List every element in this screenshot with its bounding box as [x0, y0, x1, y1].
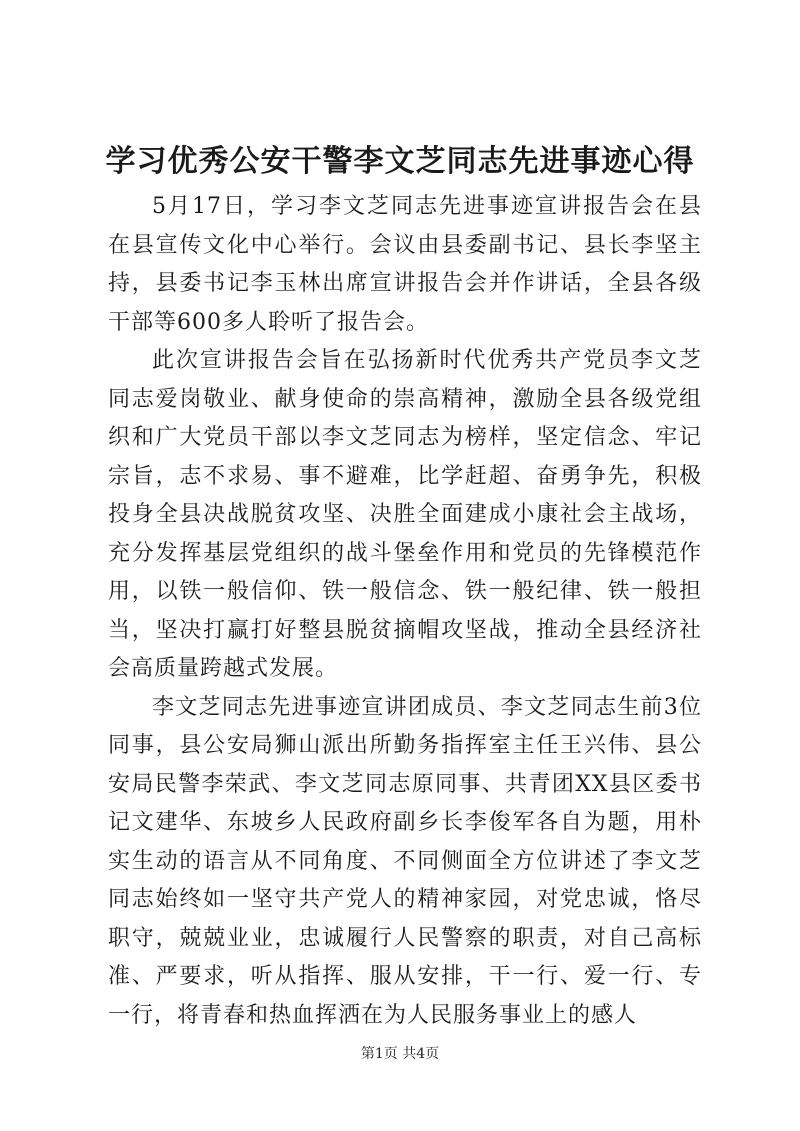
document-body [108, 188, 702, 1035]
page-footer: 第1页 共4页 [360, 1046, 440, 1062]
document-title: 学习优秀公安干警李文芝同志先进事迹心得 [105, 144, 695, 179]
paragraph-2: 此次宣讲报告会旨在弘扬新时代优秀共产党员李文芝同志爱岗敬业、献身使命的崇高精神，激励全县各级党组织和广大党员干部以李文芝同志为榜样，坚定信念、牢记宗旨，志不求易、事不避难，比学赶超、奋勇争先，积极投身全县决战脱贫攻坚、决胜全面建成小康社会主战场，充分发挥基层党组织的战斗堡垒作用和党员的先锋模范作用，以铁一般信仰、铁一般信念、铁一般纪律、铁一般担当，坚决打赢打好整县脱贫摘帽攻坚战，推动全县经济社会高质量跨越式发展。 [108, 348, 702, 681]
paragraph-3: 李文芝同志先进事迹宣讲团成员、李文芝同志生前3位同事，县公安局狮山派出所勤务指挥室主任王兴伟、县公安局民警李荣武、李文芝同志原同事、共青团XX县区委书记文建华、东坡乡人民政府副乡长李俊军各自为题，用朴实生动的语言从不同角度、不同侧面全方位讲述了李文芝同志始终如一坚守共产党人的精神家园，对党忠诚，恪尽职守，兢兢业业，忠诚履行人民警察的职责，对自己高标准、严要求，听从指挥、服从安排，干一行、爱一行、专一行，将青春和热血挥洒在为人民服务事业上的感人 [108, 694, 702, 1028]
paragraph-1: 5月17日，学习李文芝同志先进事迹宣讲报告会在县在县宣传文化中心举行。会议由县委副书记、县长李坚主持，县委书记李玉林出席宣讲报告会并作讲话，全县各级干部等600多人聆听了报告会。 [108, 194, 702, 335]
